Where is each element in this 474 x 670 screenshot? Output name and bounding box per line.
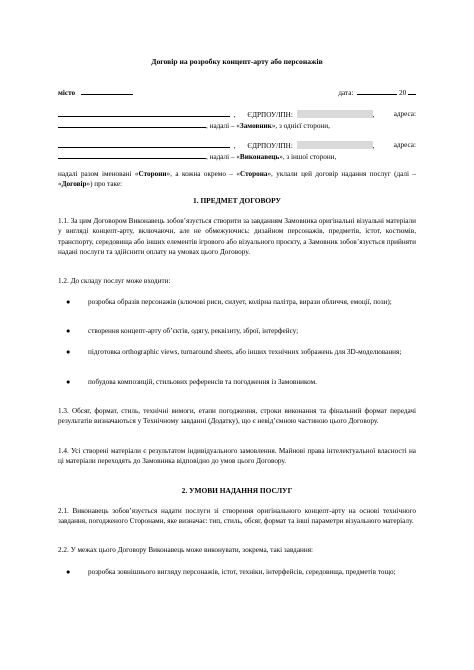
bullet-icon: ●	[66, 327, 71, 335]
party2-name-blank[interactable]	[58, 140, 230, 148]
party2-edrpou-label: ЄДРПОУ/ІПН:	[247, 142, 293, 150]
city-label: місто	[58, 89, 76, 97]
party2-edrpou-field[interactable]	[297, 141, 373, 149]
clause-1-3: 1.3. Обсяг, формат, стиль, технічні вимоги, етапи погодження, строки виконання та фінальний формат передачі результатів визначаються у Технічному завданні (Додатку), що є невід’ємною частиною цього Договору.	[58, 407, 416, 426]
clause-1-1: 1.1. За цим Договором Виконавець зобов’язується створити за завданням Замовника оригінальні візуальні матеріали у вигляді концепт-арту, включаючи, але не обмежуючись: дизайном персонажів, предметів, істот, костюмів, транспорту, середовища або інших елементів ігрового або візуального проєкту, а Замовник зобов’язується прийняти надані послуги та здійснити оплату на умовах цього Договору.	[58, 217, 416, 257]
party1-role: Замовник	[239, 122, 272, 130]
party2-line2-end: », з іншої сторони,	[279, 153, 337, 161]
party1-line2-text: , надалі – «	[206, 122, 240, 130]
party1-address-label: адреса:	[393, 110, 416, 118]
bullet-icon: ●	[66, 568, 71, 576]
bullet-icon: ●	[66, 378, 71, 386]
clause-1-2: 1.2. До складу послуг може входити:	[58, 277, 171, 285]
bullet-icon: ●	[66, 348, 71, 356]
party1-line2	[58, 120, 416, 131]
party2-address-label: адреса:	[393, 141, 416, 149]
preamble: надалі разом іменовані «Сторони», а кожна окремо – «Сторона», уклали цей договір надання послуг (далі – «Договір») про таке:	[58, 170, 416, 189]
bullet-icon: ●	[66, 298, 71, 306]
party2-address-blank[interactable]	[58, 151, 206, 159]
party1-edrpou-label: ЄДРПОУ/ІПН:	[247, 111, 293, 119]
party1-address-blank[interactable]	[58, 120, 206, 128]
section1-title: 1. ПРЕДМЕТ ДОГОВОРУ	[193, 196, 281, 205]
date-label: дата:	[338, 89, 354, 97]
party2-line2	[58, 151, 416, 162]
document-title: Договір на розробку концепт-арту або персонажів	[151, 57, 323, 66]
city-date-row	[58, 87, 416, 98]
section2-title: 2. УМОВИ НАДАННЯ ПОСЛУГ	[181, 486, 293, 495]
date-blank[interactable]	[357, 87, 397, 95]
party2-line1: , ЄДРПОУ/ІПН: , адреса:	[58, 140, 416, 151]
party2-line2-text: , надалі – «	[206, 153, 240, 161]
party1-name-blank[interactable]	[58, 109, 230, 117]
clause-2-1: 2.1. Виконавець зобов’язується надати послуги зі створення оригінального концепт-арту на основі технічного завдання, погодженого Сторонами, яке визначає: тип, стиль, обсяг, формат та інші параметри візуального матеріалу.	[58, 507, 416, 526]
party1-line1: , ЄДРПОУ/ІПН: , адреса:	[58, 109, 416, 120]
city-blank[interactable]	[81, 87, 133, 95]
document-page: Договір на розробку концепт-арту або персонажів місто дата: 20 , ЄДРПОУ/ІПН: , адреса: , надалі – «Замовник», з однієї сторони, , ЄДРПОУ/ІПН: , адреса: , надалі – «Виконавець», з іншої сторони, надалі разом іменовані «Сторони», а кожна окремо – «Сторона», уклали цей договір надання послуг (далі – «Договір») про таке: 1. ПРЕДМЕТ ДОГОВОРУ 1.1. За цим Договором Виконавець зобов’язується створити за завданням Замовника оригінальні візуальні матеріали у вигляді концепт-арту, включаючи, але не обмежуючись: дизайном персонажів, предметів, істот, костюмів, транспорту, середовища або інших елементів ігрового або візуального проєкту, а Замовник зобов’язується прийняти надані послуги та здійснити оплату на умовах цього Договору. 1.2. До складу послуг може входити: ● розробка образів персонажів (ключові риси, силует, колірна палітра, вирази обличчя, емоції, пози); ● створення концепт-арту об’єктів, одягу, реквізиту, зброї, інтерфейсу; ● підготовка orthographic views, turnaround sheets, або інших технічних зображень для 3D-моделювання; ● побудова композицій, стильових референсів та погодження із Замовником. 1.3. Обсяг, формат, стиль, технічні вимоги, етапи погодження, строки виконання та фінальний формат передачі результатів визначаються у Технічному завданні (Додатку), що є невід’ємною частиною цього Договору. 1.4. Усі створені матеріали є результатом індивідуального замовлення. Майнові права інтелектуальної власності на ці матеріали переходять до Замовника відповідно до умов цього Договору. 2. УМОВИ НАДАННЯ ПОСЛУГ 2.1. Виконавець зобов’язується надати послуги зі створення оригінального концепт-арту на основі технічного завдання, погодженого Сторонами, яке визначає: тип, стиль, обсяг, формат та інші параметри візуального матеріалу. 2.2. У межах цього Договору Виконавець може виконувати, зокрема, такі завдання: ● розробка зовнішнього вигляду персонажів, істот, техніки, інтерфейсів, середовища, предметів тощо;	[0, 0, 474, 670]
party1-line2-end: », з однієї сторони,	[271, 122, 330, 130]
party2-role: Виконавець	[239, 153, 280, 161]
date-year-prefix: 20	[399, 89, 407, 97]
year-blank[interactable]	[408, 87, 416, 95]
clause-2-2: 2.2. У межах цього Договору Виконавець може виконувати, зокрема, такі завдання:	[58, 546, 314, 554]
clause-1-4: 1.4. Усі створені матеріали є результатом індивідуального замовлення. Майнові права інтелектуальної власності на ці матеріали переходять до Замовника відповідно до умов цього Договору.	[58, 447, 416, 466]
party1-edrpou-field[interactable]	[297, 110, 373, 118]
date-group	[338, 87, 416, 98]
